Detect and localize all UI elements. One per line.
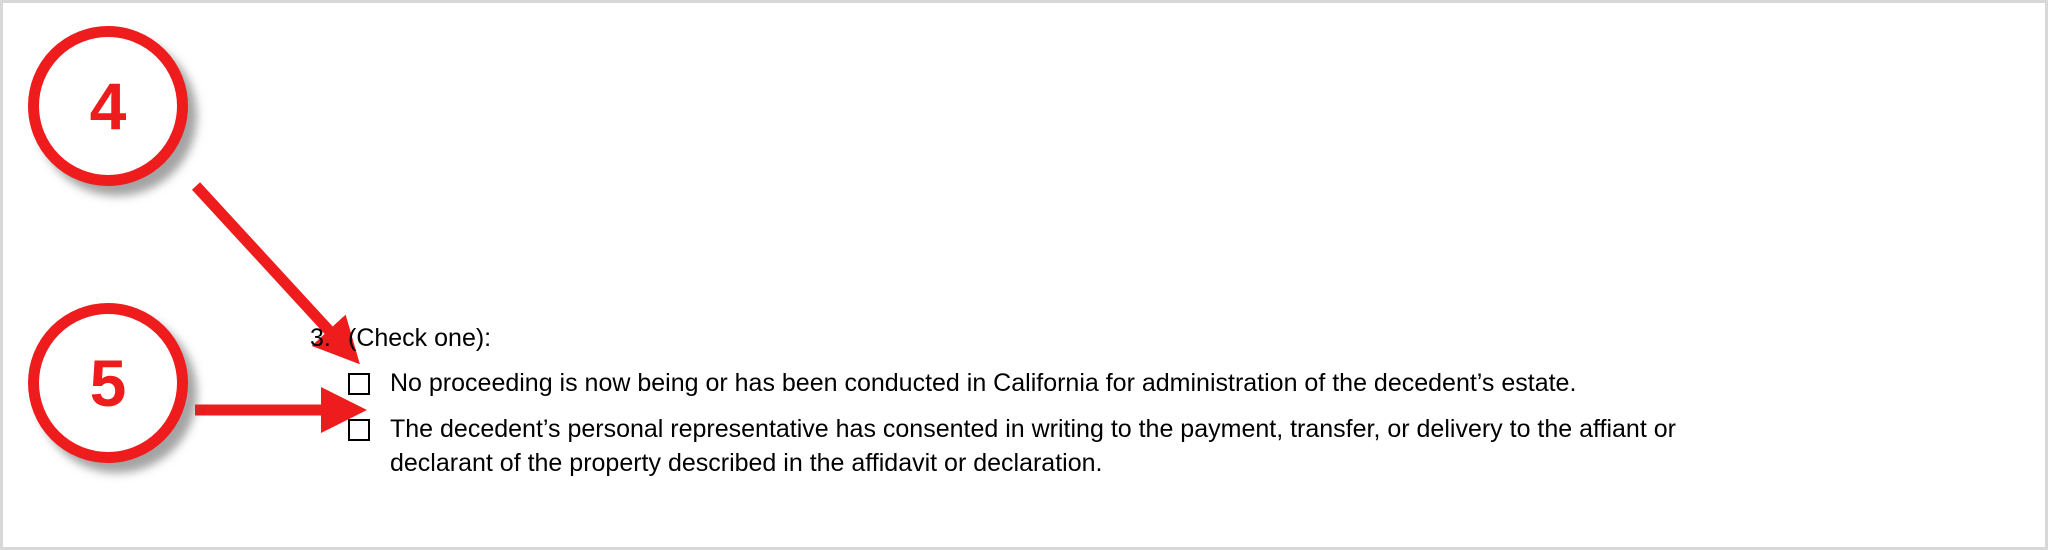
callout-marker-5-label: 5	[89, 346, 127, 420]
callout-marker-4-label: 4	[89, 69, 127, 143]
checkbox-option-2-label: The decedent’s personal representative has consented in writing to the payment, transfer, or delivery to the affiant or declarant of the property described in the affidavit or declaration.	[390, 414, 1676, 477]
checkbox-option-2[interactable]	[348, 419, 370, 441]
item-number: 3.	[310, 324, 331, 352]
callout-marker-5	[28, 303, 188, 463]
checkbox-option-1[interactable]	[348, 373, 370, 395]
check-one-instruction: (Check one):	[348, 324, 492, 352]
checkbox-option-1-row[interactable]	[348, 367, 1730, 401]
callout-marker-4	[28, 26, 188, 186]
form-item-3	[310, 322, 1730, 480]
checkbox-option-2-row[interactable]	[348, 413, 1730, 481]
checkbox-option-1-label: No proceeding is now being or has been conducted in California for administration of the decedent’s estate.	[390, 369, 1577, 397]
form-item-3-heading	[310, 322, 1730, 355]
